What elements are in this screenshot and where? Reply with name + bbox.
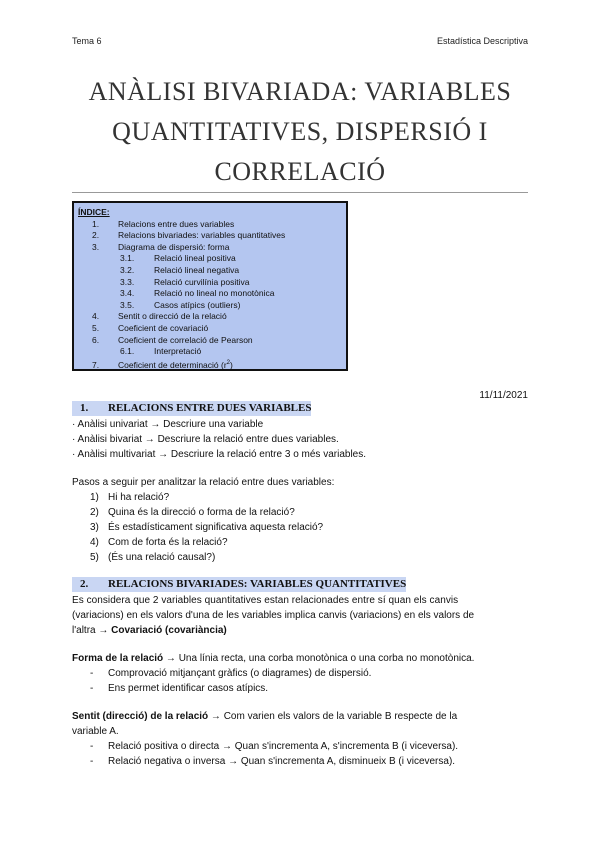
text-span: → Com varien els valors de la variable B respecte de la	[208, 711, 458, 722]
list-number: 1)	[90, 492, 99, 503]
spacer	[72, 462, 528, 475]
list-text: És estadísticament significativa aquesta relació?	[108, 522, 324, 533]
section-heading-band	[72, 577, 406, 592]
paragraph-line	[72, 709, 528, 724]
title-line: ANÀLISI BIVARIADA: VARIABLES	[88, 77, 512, 106]
title-divider	[72, 192, 528, 193]
toc-subitem[interactable]	[78, 253, 342, 265]
toc-number: 3.1.	[120, 253, 135, 264]
section-number: 2.	[80, 578, 89, 590]
toc-label: Relació lineal positiva	[154, 253, 236, 264]
toc-subitem[interactable]	[78, 288, 342, 300]
section-heading	[72, 577, 528, 593]
toc-label: Relació lineal negativa	[154, 264, 240, 275]
toc-item[interactable]	[78, 219, 342, 231]
list-number: 3)	[90, 522, 99, 533]
list-dash: -	[90, 741, 94, 752]
list-text: (És una relació causal?)	[108, 552, 216, 563]
toc-number: 6.	[92, 334, 100, 345]
section-heading	[72, 401, 528, 417]
toc-item[interactable]	[78, 242, 342, 254]
key-term: Covariació (covariància)	[111, 625, 227, 636]
toc-number: 7.	[92, 359, 100, 370]
paragraph-line	[72, 651, 528, 666]
paragraph-line: variable A.	[72, 726, 119, 737]
title-line: CORRELACIÓ	[214, 157, 386, 186]
list-text: Hi ha relació?	[108, 492, 170, 503]
list-item	[72, 681, 528, 696]
toc-label: Coeficient de determinació (r	[118, 359, 227, 370]
list-text: Relació negativa o inversa → Quan s'incrementa A, disminueix B (i viceversa).	[108, 756, 456, 767]
list-number: 2)	[90, 507, 99, 518]
text-line: · Anàlisi bivariat → Descriure la relació entre dues variables.	[72, 434, 339, 445]
toc-subitem[interactable]	[78, 277, 342, 289]
list-number: 5)	[90, 552, 99, 563]
table-of-contents	[72, 201, 348, 371]
list-item	[72, 535, 528, 550]
toc-number: 1.	[92, 218, 100, 229]
paragraph-line	[72, 623, 528, 638]
steps-intro: Pasos a seguir per analitzar la relació entre dues variables:	[72, 477, 335, 488]
toc-superscript: 2	[226, 359, 231, 366]
title-line: QUANTITATIVES, DISPERSIÓ I	[112, 117, 488, 146]
toc-label: Coeficient de correlació de Pearson	[118, 334, 253, 345]
section-2	[72, 577, 528, 769]
toc-label: Relacions bivariades: variables quantitatives	[118, 230, 286, 241]
list-dash: -	[90, 756, 94, 767]
toc-number: 4.	[92, 311, 100, 322]
toc-item[interactable]	[78, 335, 342, 347]
section-1	[72, 401, 528, 565]
toc-label: Sentit o direcció de la relació	[118, 311, 227, 322]
spacer	[72, 696, 528, 709]
toc-label: Casos atípics (outliers)	[154, 299, 241, 310]
list-text: Quina és la direcció o forma de la relació?	[108, 507, 295, 518]
toc-label-tail: )	[230, 359, 233, 370]
toc-label: Relació no lineal no monotònica	[154, 288, 275, 299]
toc-label: Relacions entre dues variables	[118, 218, 235, 229]
toc-heading: ÍNDICE:	[78, 207, 110, 217]
header-right: Estadística Descriptiva	[436, 36, 528, 46]
toc-number: 3.	[92, 241, 100, 252]
text-line: · Anàlisi multivariat → Descriure la relació entre 3 o més variables.	[72, 449, 366, 460]
list-text: Comprovació mitjançant gràfics (o diagrames) de dispersió.	[108, 668, 372, 679]
text-span: → Una línia recta, una corba monotònica o una corba no monotònica.	[163, 653, 475, 664]
toc-label: Diagrama de dispersió: forma	[118, 241, 230, 252]
list-item	[72, 666, 528, 681]
toc-label: Coeficient de covariació	[118, 322, 209, 333]
section-heading-band	[72, 401, 311, 416]
toc-item[interactable]	[78, 358, 342, 370]
spacer	[72, 638, 528, 651]
list-text: Relació positiva o directa → Quan s'incrementa A, s'incrementa B (i viceversa).	[108, 741, 459, 752]
section-number: 1.	[80, 402, 89, 414]
header-left: Tema 6	[72, 36, 102, 46]
toc-number: 6.1.	[120, 346, 135, 357]
list-item	[72, 550, 528, 565]
toc-number: 3.3.	[120, 276, 135, 287]
list-dash: -	[90, 668, 94, 679]
toc-item[interactable]	[78, 230, 342, 242]
page-title	[72, 72, 528, 192]
list-item	[72, 490, 528, 505]
toc-number: 3.4.	[120, 288, 135, 299]
section-title: RELACIONS BIVARIADES: VARIABLES QUANTITATIVES	[108, 578, 407, 590]
toc-label: Interpretació	[154, 346, 202, 357]
list-item	[72, 754, 528, 769]
toc-item[interactable]	[78, 311, 342, 323]
list-item	[72, 505, 528, 520]
list-dash: -	[90, 683, 94, 694]
toc-subitem[interactable]	[78, 346, 342, 358]
key-term: Sentit (direcció) de la relació	[72, 711, 209, 722]
toc-label: Relació curvilínia positiva	[154, 276, 250, 287]
text-span: l'altra →	[72, 625, 112, 636]
toc-subitem[interactable]	[78, 265, 342, 277]
toc-item[interactable]	[78, 323, 342, 335]
toc-number: 2.	[92, 230, 100, 241]
list-text: Com de forta és la relació?	[108, 537, 228, 548]
section-title: RELACIONS ENTRE DUES VARIABLES	[108, 402, 312, 414]
toc-number: 5.	[92, 322, 100, 333]
list-item	[72, 739, 528, 754]
toc-number: 3.2.	[120, 264, 135, 275]
text-line: · Anàlisi univariat → Descriure una variable	[72, 419, 264, 430]
toc-subitem[interactable]	[78, 300, 342, 312]
key-term: Forma de la relació	[72, 653, 164, 664]
list-number: 4)	[90, 537, 99, 548]
paragraph-line: (variacions) en els valors d'una de les variables implica canvis (variacions) en els valors de	[72, 610, 475, 621]
list-item	[72, 520, 528, 535]
toc-number: 3.5.	[120, 299, 135, 310]
paragraph-line: Es considera que 2 variables quantitatives estan relacionades entre sí quan els canvis	[72, 595, 459, 606]
list-text: Ens permet identificar casos atípics.	[108, 683, 269, 694]
document-date: 11/11/2021	[479, 390, 528, 401]
